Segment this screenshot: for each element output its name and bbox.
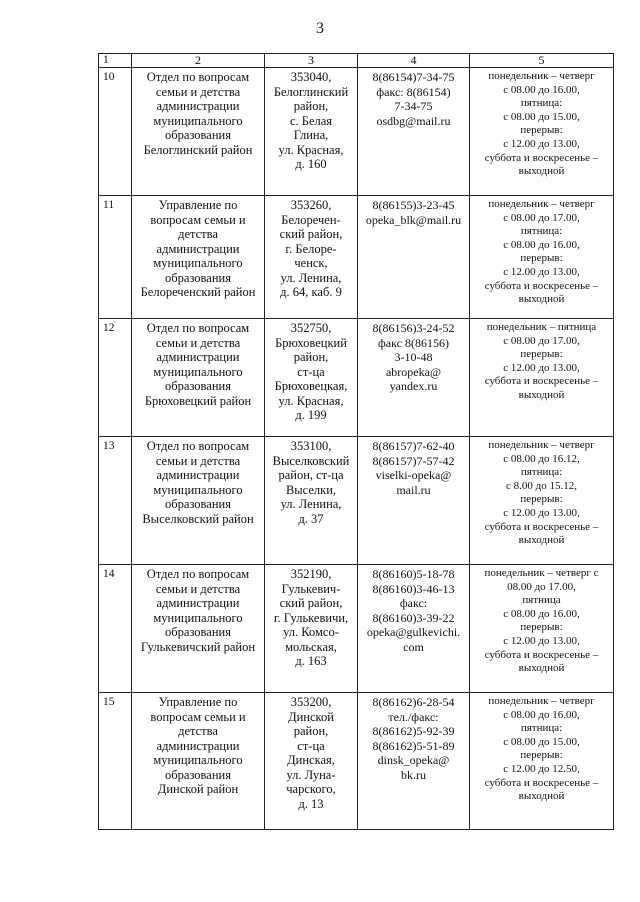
address-line: Динской bbox=[288, 709, 334, 724]
organization-line: Управление по bbox=[158, 198, 238, 212]
organization-line: семьи и детства bbox=[155, 335, 241, 350]
schedule-cell bbox=[470, 319, 614, 437]
schedule-line: перерыв: bbox=[520, 493, 563, 506]
address-line: ул. Красная, bbox=[278, 142, 344, 157]
organization-line: муниципального bbox=[153, 753, 243, 767]
page-number: 3 bbox=[316, 20, 324, 37]
schedule-line: суббота и воскресенье – bbox=[484, 375, 599, 388]
organization-cell bbox=[132, 319, 265, 437]
organizations-table bbox=[98, 53, 614, 830]
address-line: Брюховецкий bbox=[275, 335, 347, 350]
organization-line: семьи и детства bbox=[155, 84, 241, 99]
organization-line: Отдел по вопросам bbox=[146, 567, 250, 581]
schedule-line: выходной bbox=[518, 790, 565, 803]
contact-line: 8(86162)5-92-39 bbox=[372, 724, 455, 738]
contact-line: mail.ru bbox=[396, 482, 431, 497]
schedule-line: пятница: bbox=[520, 97, 563, 110]
schedule-cell bbox=[470, 196, 614, 319]
table-row bbox=[99, 196, 614, 319]
schedule-line: понедельник – четверг с bbox=[484, 567, 599, 579]
schedule-cell bbox=[470, 68, 614, 196]
address-line: чарского, bbox=[286, 782, 336, 796]
address-line: 353040, bbox=[290, 70, 332, 84]
schedule-line: суббота и воскресенье – bbox=[484, 648, 599, 661]
row-number-cell: 13 bbox=[99, 437, 132, 565]
schedule-line: суббота и воскресенье – bbox=[484, 776, 599, 789]
address-line: ул. Ленина, bbox=[280, 270, 342, 285]
address-line: Глина, bbox=[293, 128, 329, 142]
organization-line: муниципального bbox=[153, 610, 243, 625]
column-header: 5 bbox=[470, 54, 614, 68]
schedule-line: выходной bbox=[518, 662, 565, 675]
address-cell bbox=[265, 196, 358, 319]
organization-line: администрации bbox=[156, 241, 240, 256]
schedule-line: понедельник – четверг bbox=[488, 695, 595, 707]
address-line: ченск, bbox=[294, 256, 328, 270]
contact-line: факс 8(86156) bbox=[378, 335, 449, 350]
organization-line: детства bbox=[178, 227, 218, 241]
address-line: г. Гулькевичи, bbox=[273, 610, 349, 625]
schedule-line: с 08.00 до 15.00, bbox=[503, 110, 580, 123]
address-line: 353100, bbox=[290, 439, 332, 453]
schedule-line: с 12.00 до 13.00, bbox=[503, 137, 580, 150]
schedule-line: суббота и воскресенье – bbox=[484, 279, 599, 292]
address-line: д. 160 bbox=[295, 157, 327, 171]
contact-line: 7-34-75 bbox=[394, 99, 433, 113]
organization-line: семьи и детства bbox=[155, 453, 241, 468]
schedule-line: с 08.00 до 16.12, bbox=[503, 452, 580, 465]
schedule-line: перерыв: bbox=[520, 124, 563, 137]
address-line: Выселковский bbox=[272, 453, 350, 468]
address-line: ский район, bbox=[279, 227, 343, 241]
organization-line: Гулькевичский район bbox=[140, 639, 256, 654]
organization-cell bbox=[132, 693, 265, 830]
schedule-line: с 8.00 до 15.12, bbox=[506, 479, 577, 492]
address-cell bbox=[265, 437, 358, 565]
row-number-cell: 15 bbox=[99, 693, 132, 830]
organization-line: Брюховецкий район bbox=[144, 393, 252, 408]
contact-line: 3-10-48 bbox=[394, 350, 433, 364]
schedule-line: с 08.00 до 17.00, bbox=[503, 211, 580, 224]
organization-line: муниципального bbox=[153, 364, 243, 379]
organization-cell bbox=[132, 196, 265, 319]
column-header: 2 bbox=[132, 54, 265, 68]
address-line: Динская, bbox=[287, 753, 335, 767]
organization-line: администрации bbox=[156, 738, 240, 753]
organization-line: образования bbox=[165, 767, 231, 782]
schedule-line: пятница: bbox=[520, 722, 563, 735]
address-line: Брюховецкая, bbox=[274, 379, 348, 393]
schedule-line: с 08.00 до 16.00, bbox=[503, 607, 580, 620]
address-line: Гулькевич- bbox=[281, 581, 341, 596]
organization-line: администрации bbox=[156, 99, 240, 113]
address-line: д. 163 bbox=[295, 654, 327, 668]
address-line: район, ст-ца bbox=[278, 468, 344, 482]
schedule-line: выходной bbox=[518, 293, 565, 306]
schedule-line: с 12.00 до 13.00, bbox=[503, 634, 580, 647]
row-number-cell: 11 bbox=[99, 196, 132, 319]
organization-line: образования bbox=[165, 379, 231, 393]
organization-line: образования bbox=[165, 497, 231, 511]
contact-line: yandex.ru bbox=[389, 379, 438, 393]
address-line: район, bbox=[293, 350, 329, 364]
organization-line: Управление по bbox=[158, 695, 238, 709]
organization-line: Динской район bbox=[157, 782, 239, 796]
contact-line: 8(86157)7-57-42 bbox=[372, 453, 455, 468]
schedule-line: выходной bbox=[518, 388, 565, 401]
address-cell bbox=[265, 68, 358, 196]
table-row bbox=[99, 319, 614, 437]
schedule-line: понедельник – четверг bbox=[488, 70, 595, 82]
address-line: д. 64, каб. 9 bbox=[280, 285, 342, 299]
schedule-cell bbox=[470, 565, 614, 693]
column-header: 4 bbox=[358, 54, 470, 68]
contact-line: dinsk_opeka@ bbox=[377, 753, 450, 767]
organization-line: семьи и детства bbox=[155, 581, 241, 596]
contact-line: 8(86160)3-39-22 bbox=[372, 610, 455, 625]
address-line: ул. Луна- bbox=[286, 767, 336, 782]
contact-line: 8(86156)3-24-52 bbox=[372, 321, 455, 335]
schedule-line: перерыв: bbox=[520, 252, 563, 265]
contact-line: opeka@gulkevichi. bbox=[366, 625, 461, 639]
contact-line: com bbox=[403, 639, 424, 654]
organization-cell bbox=[132, 565, 265, 693]
schedule-line: с 12.00 до 13.00, bbox=[503, 506, 580, 519]
address-line: ул. Комсо- bbox=[283, 625, 339, 639]
column-header: 3 bbox=[265, 54, 358, 68]
organization-line: Выселковский район bbox=[142, 511, 254, 526]
address-line: Выселки, bbox=[285, 482, 337, 497]
contact-line: 8(86157)7-62-40 bbox=[372, 439, 455, 453]
address-line: мольская, bbox=[285, 639, 337, 654]
schedule-line: с 08.00 до 16.00, bbox=[503, 83, 580, 96]
schedule-line: с 12.00 до 12.50, bbox=[503, 762, 580, 775]
contacts-cell bbox=[358, 68, 470, 196]
contacts-cell bbox=[358, 319, 470, 437]
address-line: д. 37 bbox=[298, 511, 324, 526]
organization-line: администрации bbox=[156, 468, 240, 482]
table-row bbox=[99, 68, 614, 196]
address-line: Белоречен- bbox=[281, 212, 341, 227]
schedule-line: с 08.00 до 16.00, bbox=[503, 238, 580, 251]
schedule-line: с 12.00 до 13.00, bbox=[503, 265, 580, 278]
contacts-cell bbox=[358, 565, 470, 693]
organization-line: Отдел по вопросам bbox=[146, 321, 250, 335]
contact-line: факс: bbox=[399, 596, 428, 610]
address-cell bbox=[265, 319, 358, 437]
schedule-line: с 12.00 до 13.00, bbox=[503, 361, 580, 374]
organization-line: муниципального bbox=[153, 482, 243, 497]
organization-line: Белореченский район bbox=[140, 285, 256, 299]
organization-cell bbox=[132, 437, 265, 565]
organization-line: Отдел по вопросам bbox=[146, 70, 250, 84]
row-number-cell: 12 bbox=[99, 319, 132, 437]
schedule-line: понедельник – четверг bbox=[488, 439, 595, 451]
organization-line: муниципального bbox=[153, 256, 243, 270]
address-line: 353200, bbox=[290, 695, 332, 709]
schedule-line: выходной bbox=[518, 165, 565, 178]
contact-line: 8(86160)5-18-78 bbox=[372, 567, 455, 581]
contacts-cell bbox=[358, 437, 470, 565]
organization-cell bbox=[132, 68, 265, 196]
schedule-line: перерыв: bbox=[520, 348, 563, 361]
schedule-cell bbox=[470, 437, 614, 565]
address-line: район, bbox=[293, 724, 329, 738]
schedule-line: перерыв: bbox=[520, 749, 563, 762]
address-line: ский район, bbox=[279, 596, 343, 610]
schedule-line: пятница: bbox=[520, 225, 563, 238]
schedule-line: суббота и воскресенье – bbox=[484, 151, 599, 164]
organization-line: Отдел по вопросам bbox=[146, 439, 250, 453]
contact-line: 8(86155)3-23-45 bbox=[372, 198, 455, 212]
contact-line: osdbg@mail.ru bbox=[376, 113, 451, 128]
address-line: 352190, bbox=[290, 567, 332, 581]
contact-line: bk.ru bbox=[401, 767, 426, 782]
contact-line: факс: 8(86154) bbox=[376, 84, 451, 99]
schedule-line: пятница bbox=[522, 594, 561, 607]
address-line: Белоглинский bbox=[273, 84, 349, 99]
row-number-cell: 10 bbox=[99, 68, 132, 196]
organization-line: образования bbox=[165, 625, 231, 639]
contacts-cell bbox=[358, 693, 470, 830]
schedule-line: с 08.00 до 16.00, bbox=[503, 708, 580, 721]
row-number-cell: 14 bbox=[99, 565, 132, 693]
address-line: д. 13 bbox=[298, 796, 324, 811]
schedule-cell bbox=[470, 693, 614, 830]
schedule-line: понедельник – пятница bbox=[486, 321, 597, 333]
contact-line: 8(86154)7-34-75 bbox=[372, 70, 455, 84]
column-header: 1 bbox=[99, 54, 132, 68]
contact-line: abropeka@ bbox=[385, 364, 442, 379]
contact-line: viselki-opeka@ bbox=[375, 468, 452, 482]
contact-line: 8(86162)6-28-54 bbox=[372, 695, 455, 709]
contact-line: opeka_blk@mail.ru bbox=[365, 212, 462, 227]
schedule-line: выходной bbox=[518, 534, 565, 547]
contacts-cell bbox=[358, 196, 470, 319]
address-line: район, bbox=[293, 99, 329, 113]
schedule-line: 08.00 до 17.00, bbox=[507, 580, 576, 593]
contact-line: 8(86162)5-51-89 bbox=[372, 738, 455, 753]
address-line: д. 199 bbox=[295, 408, 327, 422]
organization-line: вопросам семьи и bbox=[150, 709, 246, 724]
schedule-line: с 08.00 до 15.00, bbox=[503, 735, 580, 748]
schedule-line: пятница: bbox=[520, 466, 563, 479]
organization-line: администрации bbox=[156, 596, 240, 610]
address-cell bbox=[265, 565, 358, 693]
organization-line: Белоглинский район bbox=[143, 142, 253, 157]
contact-line: тел./факс: bbox=[388, 709, 439, 724]
organization-line: администрации bbox=[156, 350, 240, 364]
organization-line: образования bbox=[165, 270, 231, 285]
organization-line: вопросам семьи и bbox=[150, 212, 246, 227]
organization-line: образования bbox=[165, 128, 231, 142]
schedule-line: понедельник – четверг bbox=[488, 198, 595, 210]
organization-line: детства bbox=[178, 724, 218, 738]
schedule-line: с 08.00 до 17.00, bbox=[503, 334, 580, 347]
address-line: ст-ца bbox=[297, 364, 325, 379]
contact-line: 8(86160)3-46-13 bbox=[372, 581, 455, 596]
address-line: с. Белая bbox=[289, 113, 333, 128]
table-header-row bbox=[99, 54, 614, 68]
address-line: 353260, bbox=[290, 198, 332, 212]
address-line: ст-ца bbox=[297, 738, 325, 753]
table-row bbox=[99, 565, 614, 693]
address-cell bbox=[265, 693, 358, 830]
address-line: г. Белоре- bbox=[285, 241, 337, 256]
schedule-line: перерыв: bbox=[520, 621, 563, 634]
organization-line: муниципального bbox=[153, 113, 243, 128]
table-row bbox=[99, 437, 614, 565]
address-line: 352750, bbox=[290, 321, 332, 335]
address-line: ул. Красная, bbox=[278, 393, 344, 408]
schedule-line: суббота и воскресенье – bbox=[484, 520, 599, 533]
address-line: ул. Ленина, bbox=[280, 497, 342, 511]
table-row bbox=[99, 693, 614, 830]
